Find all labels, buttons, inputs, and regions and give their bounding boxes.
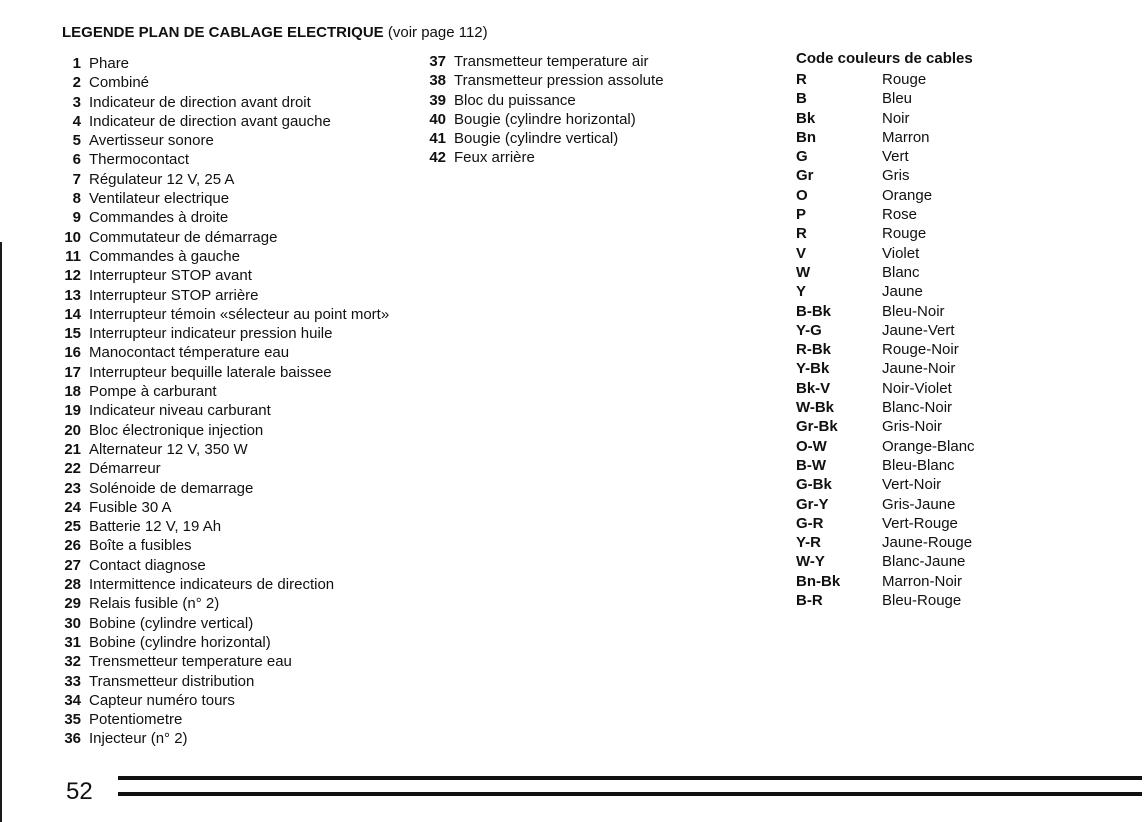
legend-item-number: 31 <box>64 633 81 651</box>
legend-item-number: 19 <box>64 402 81 420</box>
color-name: Violet <box>882 244 920 262</box>
color-name: Blanc-Jaune <box>882 553 966 571</box>
legend-item <box>56 363 389 382</box>
color-name: Orange <box>882 186 933 204</box>
legend-item-number: 22 <box>64 460 81 478</box>
color-code: R <box>796 225 807 243</box>
legend-item <box>424 52 664 71</box>
legend-item-number: 28 <box>64 576 81 594</box>
color-code-row <box>796 591 975 610</box>
footer-rule-bottom <box>118 792 1142 796</box>
legend-item-label: Contact diagnose <box>89 556 206 574</box>
color-name: Marron <box>882 128 930 146</box>
color-code: W <box>796 263 811 281</box>
legend-item-label: Bobine (cylindre vertical) <box>89 614 254 632</box>
legend-item-number: 17 <box>64 363 81 381</box>
legend-item <box>56 131 389 150</box>
legend-item-label: Bobine (cylindre horizontal) <box>89 633 271 651</box>
color-name: Marron-Noir <box>882 572 963 590</box>
color-code-row <box>796 340 975 359</box>
color-code-row <box>796 89 975 108</box>
color-code-row <box>796 166 975 185</box>
legend-item-label: Transmetteur distribution <box>89 672 255 690</box>
title-main: LEGENDE PLAN DE CABLAGE ELECTRIQUE <box>62 24 384 41</box>
legend-item-number: 27 <box>64 556 81 574</box>
legend-item <box>56 247 389 266</box>
color-code: Gr <box>796 167 814 185</box>
legend-item <box>56 305 389 324</box>
legend-item-label: Bloc du puissance <box>454 91 576 109</box>
color-code-row <box>796 70 975 89</box>
color-code: R <box>796 71 807 88</box>
color-codes-list <box>796 70 975 610</box>
legend-item-label: Interrupteur témoin «sélecteur au point mort» <box>89 305 390 323</box>
color-name: Bleu-Noir <box>882 302 945 320</box>
color-code: G-Bk <box>796 476 832 494</box>
legend-item <box>56 536 389 555</box>
color-code-row <box>796 321 975 340</box>
legend-item <box>56 170 389 189</box>
legend-item <box>56 479 389 498</box>
legend-item <box>56 710 389 729</box>
legend-item-number: 25 <box>64 518 81 536</box>
color-code-row <box>796 147 975 166</box>
legend-item-number: 42 <box>429 149 446 167</box>
legend-item-label: Trensmetteur temperature eau <box>89 653 292 671</box>
legend-item-number: 3 <box>72 93 81 111</box>
page-edge-rule <box>0 242 2 822</box>
legend-item <box>56 93 389 112</box>
legend-item-number: 9 <box>72 209 81 227</box>
legend-item-label: Phare <box>89 55 130 72</box>
color-code-row <box>796 128 975 147</box>
legend-item <box>56 54 389 73</box>
color-code-row <box>796 379 975 398</box>
color-name: Vert-Rouge <box>882 514 958 532</box>
color-name: Jaune-Rouge <box>882 534 973 552</box>
legend-item <box>56 401 389 420</box>
legend-item-label: Relais fusible (n° 2) <box>89 595 220 613</box>
legend-item-number: 18 <box>64 383 81 401</box>
color-name: Gris <box>882 167 910 185</box>
legend-item-number: 8 <box>72 190 81 208</box>
legend-item-number: 13 <box>64 286 81 304</box>
legend-item <box>56 594 389 613</box>
legend-item-label: Indicateur de direction avant gauche <box>89 112 331 130</box>
legend-item-label: Solénoide de demarrage <box>89 479 254 497</box>
legend-item <box>56 575 389 594</box>
legend-item <box>56 112 389 131</box>
legend-item-label: Batterie 12 V, 19 Ah <box>89 518 222 536</box>
color-code-row <box>796 186 975 205</box>
legend-item <box>56 691 389 710</box>
legend-item <box>56 517 389 536</box>
legend-item <box>56 729 389 748</box>
legend-item-label: Capteur numéro tours <box>89 691 235 709</box>
legend-list-middle <box>424 52 664 168</box>
legend-item-number: 7 <box>72 170 81 188</box>
legend-item-number: 20 <box>64 421 81 439</box>
color-code-row <box>796 533 975 552</box>
legend-item <box>56 556 389 575</box>
legend-item <box>56 421 389 440</box>
color-code: Bn <box>796 128 816 146</box>
color-codes-title: Code couleurs de cables <box>796 50 973 67</box>
color-code-row <box>796 398 975 417</box>
legend-item <box>424 110 664 129</box>
color-name: Orange-Blanc <box>882 437 975 455</box>
color-name: Rose <box>882 206 918 224</box>
color-name: Jaune <box>882 283 923 301</box>
legend-item <box>56 228 389 247</box>
color-name: Jaune-Vert <box>882 321 955 339</box>
color-code: O <box>796 186 808 204</box>
color-name: Vert-Noir <box>882 476 942 494</box>
color-name: Vert <box>882 148 909 166</box>
color-code-row <box>796 224 975 243</box>
color-code: Gr-Y <box>796 495 829 513</box>
legend-item-label: Alternateur 12 V, 350 W <box>89 440 248 458</box>
color-name: Noir <box>882 109 910 127</box>
legend-item <box>56 208 389 227</box>
page-number: 52 <box>66 778 93 805</box>
legend-item-number: 37 <box>429 53 446 70</box>
color-code-row <box>796 205 975 224</box>
legend-item-number: 30 <box>64 614 81 632</box>
footer-rule-top <box>118 776 1142 780</box>
legend-item <box>56 614 389 633</box>
color-name: Gris-Noir <box>882 418 942 436</box>
color-code-row <box>796 417 975 436</box>
legend-item-number: 38 <box>429 72 446 90</box>
color-code-row <box>796 475 975 494</box>
color-name: Rouge-Noir <box>882 341 959 359</box>
legend-item-label: Bloc électronique injection <box>89 421 264 439</box>
legend-item-number: 12 <box>64 267 81 285</box>
legend-item <box>56 73 389 92</box>
legend-item-label: Potentiometre <box>89 711 183 729</box>
color-code: Y <box>796 283 807 301</box>
legend-item-label: Injecteur (n° 2) <box>89 730 188 748</box>
legend-item-label: Bougie (cylindre horizontal) <box>454 110 636 128</box>
color-code: B-R <box>796 592 823 610</box>
legend-item-number: 11 <box>65 247 81 265</box>
legend-item-number: 24 <box>64 498 81 516</box>
legend-item-label: Régulateur 12 V, 25 A <box>89 170 235 188</box>
color-code: Bk <box>796 109 816 127</box>
legend-item-number: 36 <box>64 730 81 748</box>
color-code: B <box>796 90 807 108</box>
color-code-row <box>796 572 975 591</box>
legend-item <box>56 498 389 517</box>
color-code: P <box>796 206 807 224</box>
legend-item <box>424 71 664 90</box>
legend-item-label: Bougie (cylindre vertical) <box>454 130 619 148</box>
legend-item-label: Avertisseur sonore <box>89 132 214 150</box>
legend-item <box>56 266 389 285</box>
legend-item-number: 23 <box>64 479 81 497</box>
legend-item <box>56 382 389 401</box>
legend-item <box>424 91 664 110</box>
legend-item-number: 26 <box>64 537 81 555</box>
color-code-row <box>796 244 975 263</box>
color-code: Bn-Bk <box>796 572 841 590</box>
legend-item-number: 21 <box>64 440 81 458</box>
color-name: Blanc-Noir <box>882 399 953 417</box>
legend-item-label: Combiné <box>89 74 150 92</box>
color-code-row <box>796 514 975 533</box>
color-name: Gris-Jaune <box>882 495 956 513</box>
legend-item-number: 40 <box>429 110 446 128</box>
color-code: R-Bk <box>796 341 832 359</box>
color-code-row <box>796 456 975 475</box>
color-code: V <box>796 244 807 262</box>
title-reference: (voir page 112) <box>383 24 488 41</box>
legend-item-label: Interrupteur bequille laterale baissee <box>89 363 332 381</box>
legend-item-label: Commandes à droite <box>89 209 229 227</box>
color-code: B-W <box>796 456 826 474</box>
legend-item-number: 34 <box>64 691 81 709</box>
color-code-row <box>796 437 975 456</box>
color-code: Y-Bk <box>796 360 830 378</box>
legend-item <box>56 150 389 169</box>
legend-item-number: 10 <box>64 228 81 246</box>
legend-item-number: 16 <box>64 344 81 362</box>
color-code-row <box>796 359 975 378</box>
color-code: Gr-Bk <box>796 418 838 436</box>
color-code-row <box>796 109 975 128</box>
legend-item-label: Commandes à gauche <box>89 247 240 265</box>
legend-item-label: Manocontact témperature eau <box>89 344 290 362</box>
color-code: G <box>796 148 808 166</box>
legend-item-label: Indicateur de direction avant droit <box>89 93 311 111</box>
legend-item-label: Boîte a fusibles <box>89 537 192 555</box>
legend-item-number: 4 <box>72 112 81 130</box>
legend-item-number: 32 <box>64 653 81 671</box>
legend-item-number: 33 <box>64 672 81 690</box>
legend-item-number: 5 <box>72 132 81 150</box>
color-code: W-Y <box>796 553 825 571</box>
color-code-row <box>796 552 975 571</box>
legend-item-number: 14 <box>64 305 81 323</box>
color-name: Rouge <box>882 225 927 243</box>
legend-item-number: 41 <box>429 130 446 148</box>
legend-item-number: 2 <box>72 74 81 92</box>
color-code: G-R <box>796 514 824 532</box>
legend-item-label: Interrupteur indicateur pression huile <box>89 325 333 343</box>
legend-item-label: Démarreur <box>89 460 161 478</box>
legend-item <box>56 459 389 478</box>
legend-item <box>424 129 664 148</box>
legend-item <box>56 652 389 671</box>
color-name: Jaune-Noir <box>882 360 956 378</box>
color-code-row <box>796 495 975 514</box>
color-name: Bleu <box>882 90 913 108</box>
legend-item-number: 15 <box>64 325 81 343</box>
legend-item-label: Feux arrière <box>454 149 535 167</box>
legend-item-label: Pompe à carburant <box>89 383 217 401</box>
color-code-row <box>796 302 975 321</box>
color-code: Y-R <box>796 534 822 552</box>
page-title <box>62 24 488 41</box>
legend-item-label: Interrupteur STOP arrière <box>89 286 259 304</box>
color-name: Rouge <box>882 71 927 88</box>
legend-item <box>56 440 389 459</box>
color-code: Bk-V <box>796 379 831 397</box>
color-code: Y-G <box>796 321 822 339</box>
legend-item-number: 29 <box>64 595 81 613</box>
color-code: W-Bk <box>796 399 835 417</box>
legend-item-label: Indicateur niveau carburant <box>89 402 271 420</box>
color-code-row <box>796 263 975 282</box>
legend-item-label: Commutateur de démarrage <box>89 228 278 246</box>
legend-item-label: Transmetteur temperature air <box>454 53 649 70</box>
legend-item-number: 39 <box>429 91 446 109</box>
legend-item-number: 1 <box>72 55 81 72</box>
color-name: Blanc <box>882 263 920 281</box>
legend-item <box>56 343 389 362</box>
legend-item-label: Intermittence indicateurs de direction <box>89 576 335 594</box>
color-code: O-W <box>796 437 827 455</box>
legend-item <box>424 148 664 167</box>
color-code-row <box>796 282 975 301</box>
color-name: Bleu-Rouge <box>882 592 962 610</box>
legend-item <box>56 286 389 305</box>
legend-item-label: Transmetteur pression assolute <box>454 72 664 90</box>
legend-item-number: 35 <box>64 711 81 729</box>
color-name: Bleu-Blanc <box>882 456 955 474</box>
legend-item-label: Ventilateur electrique <box>89 190 230 208</box>
legend-item <box>56 189 389 208</box>
legend-item-number: 6 <box>72 151 81 169</box>
legend-item-label: Thermocontact <box>89 151 190 169</box>
legend-item-label: Interrupteur STOP avant <box>89 267 252 285</box>
color-name: Noir-Violet <box>882 379 952 397</box>
color-code: B-Bk <box>796 302 832 320</box>
legend-list-left <box>56 54 389 749</box>
legend-item-label: Fusible 30 A <box>89 498 172 516</box>
legend-item <box>56 672 389 691</box>
legend-item <box>56 324 389 343</box>
legend-item <box>56 633 389 652</box>
